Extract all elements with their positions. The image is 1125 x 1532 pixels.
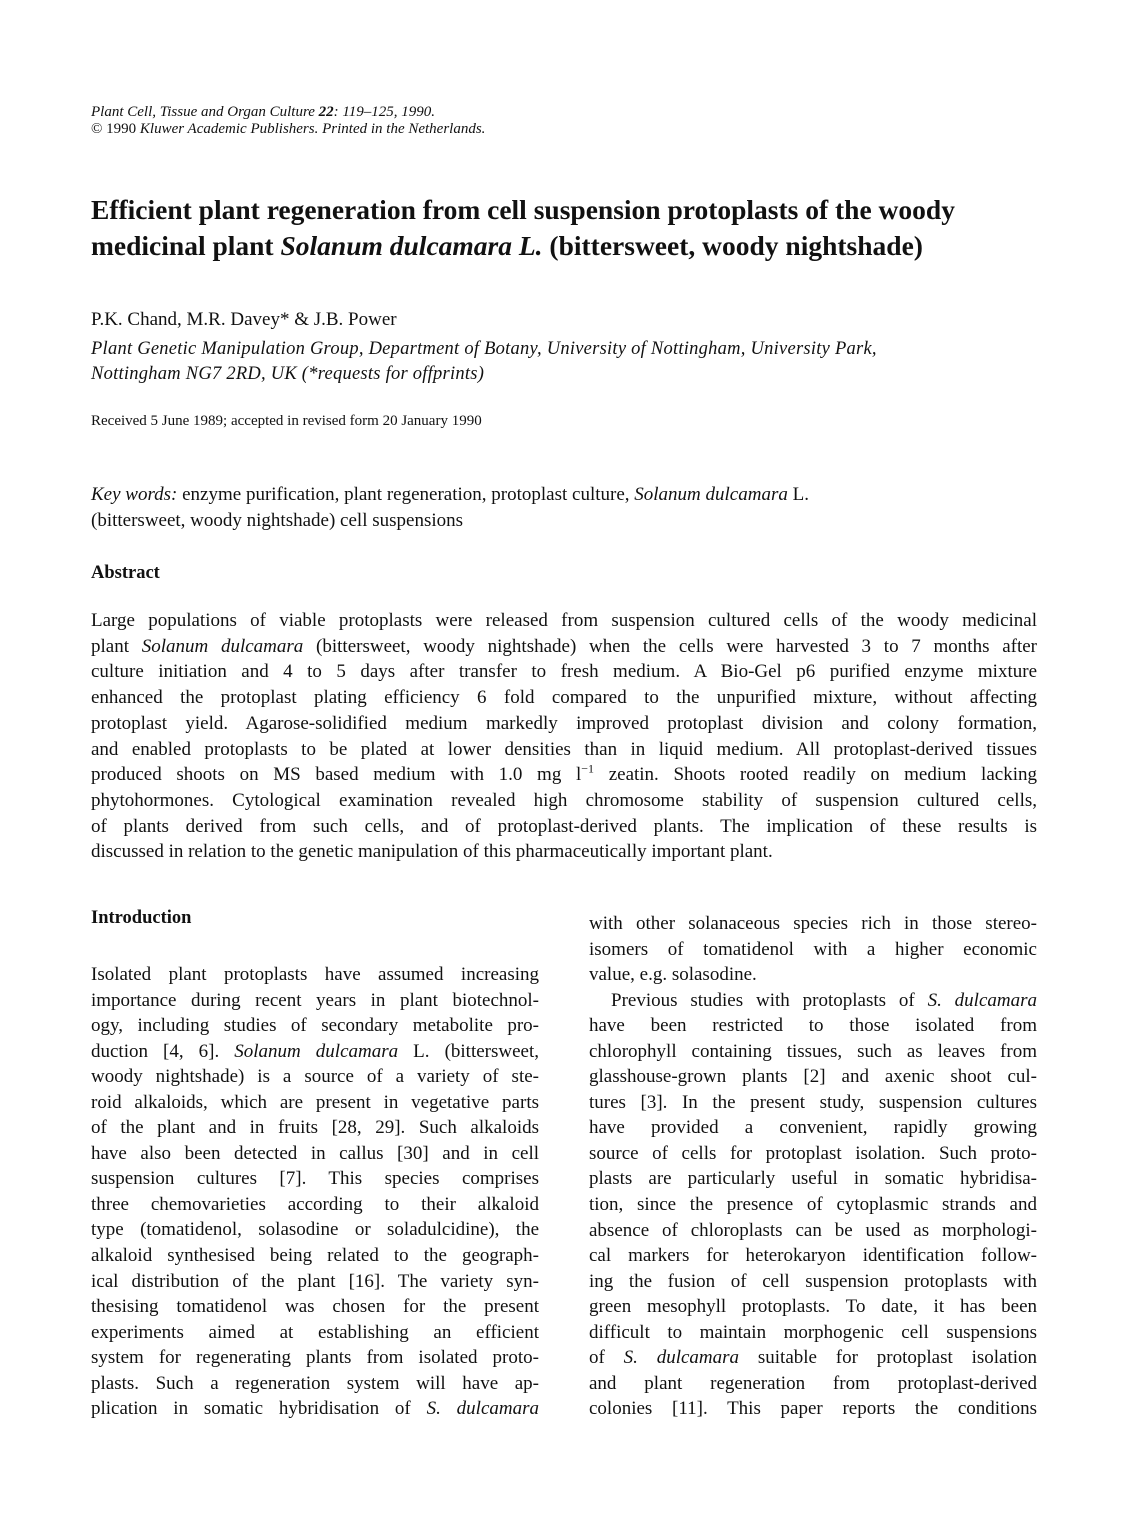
keywords: Key words: enzyme purification, plant regeneration, protoplast culture, Solanum dulcamara L. (bittersweet, woody nightshade) cell suspensions	[91, 484, 809, 531]
affiliation: Plant Genetic Manipulation Group, Department of Botany, University of Nottingham, University Park, Nottingham NG7 2RD, UK (*requests for offprints)	[91, 339, 877, 384]
journal-line-2: © 1990 Kluwer Academic Publishers. Printed in the Netherlands.	[91, 121, 486, 137]
introduction-right-column: with other solanaceous species rich in those stereo- isomers of tomatidenol with a higher economic value, e.g. solasodine. Previous studies with protoplasts of S. dulcamara have been restricted to those isolated from chlorophyll containing tissues, such as leaves from glasshouse-grown plants [2] and axenic shoot cul- tures [3]. In the present study, suspension cultures have provided a convenient, rapidly growing source of cells for protoplast isolation. Such proto- plasts are particularly useful in somatic hybridisa- tion, since the presence of cytoplasmic strands and absence of chloroplasts can be used as morphologi- cal markers for heterokaryon identification follow- ing the fusion of cell suspension protoplasts with green mesophyll protoplasts. To date, it has been difficult to maintain morphogenic cell suspensions of S. dulcamara suitable for protoplast isolation and plant regeneration from protoplast-derived colonies [11]. This paper reports the conditions	[589, 913, 1038, 1420]
species-name: Solanum dulcamara L.	[280, 230, 543, 261]
paper-title: Efficient plant regeneration from cell suspension protoplasts of the woody medicinal plant Solanum dulcamara L. (bittersweet, woody nightshade)	[91, 194, 955, 261]
introduction-left-column: Isolated plant protoplasts have assumed increasing importance during recent years in plant biotechnol- ogy, including studies of secondary metabolite pro- duction [4, 6]. Solanum dulcamara L. (bittersweet, woody nightshade) is a source of a variety of ste- roid alkaloids, which are present in vegetative parts of the plant and in fruits [28, 29]. Such alkaloids have also been detected in callus [30] and in cell suspension cultures [7]. This species comprises three chemovarieties according to their alkaloid type (tomatidenol, solasodine or soladulcidine), the alkaloid synthesised being related to the geograph- ical distribution of the plant [16]. The variety syn- thesising tomatidenol was chosen for the present experiments aimed at establishing an efficient system for regenerating plants from isolated proto- plasts. Such a regeneration system will have ap- plication in somatic hybridisation of S. dulcamara	[91, 964, 540, 1420]
abstract-heading: Abstract	[91, 563, 160, 583]
keywords-label: Key words:	[91, 484, 178, 505]
journal-line-1: Plant Cell, Tissue and Organ Culture 22: 119–125, 1990.	[91, 104, 436, 120]
journal-citation	[91, 104, 485, 138]
received-dates: Received 5 June 1989; accepted in revised form 20 January 1990	[91, 413, 482, 429]
author-list: P.K. Chand, M.R. Davey* & J.B. Power	[91, 309, 397, 330]
introduction-heading: Introduction	[91, 908, 192, 928]
abstract-body: Large populations of viable protoplasts were released from suspension cultured cells of the woody medicinal plant Solanum dulcamara (bittersweet, woody nightshade) when the cells were harvested 3 to 7 months after culture initiation and 4 to 5 days after transfer to fresh medium. A Bio-Gel p6 purified enzyme mixture enhanced the protoplast plating efficiency 6 fold compared to the unpurified mixture, without affecting protoplast yield. Agarose-solidified medium markedly improved protoplast division and colony formation, and enabled protoplasts to be plated at lower densities than in liquid medium. All protoplast-derived tissues produced shoots on MS based medium with 1.0 mg $l^{-1}$ zeatin. Shoots rooted readily on medium lacking phytohormones. Cytological examination revealed high chromosome stability of suspension cultured cells, of plants derived from such cells, and of protoplast-derived plants. The implication of these results is discussed in relation to the genetic manipulation of this pharmaceutically important plant.	[91, 610, 1038, 863]
